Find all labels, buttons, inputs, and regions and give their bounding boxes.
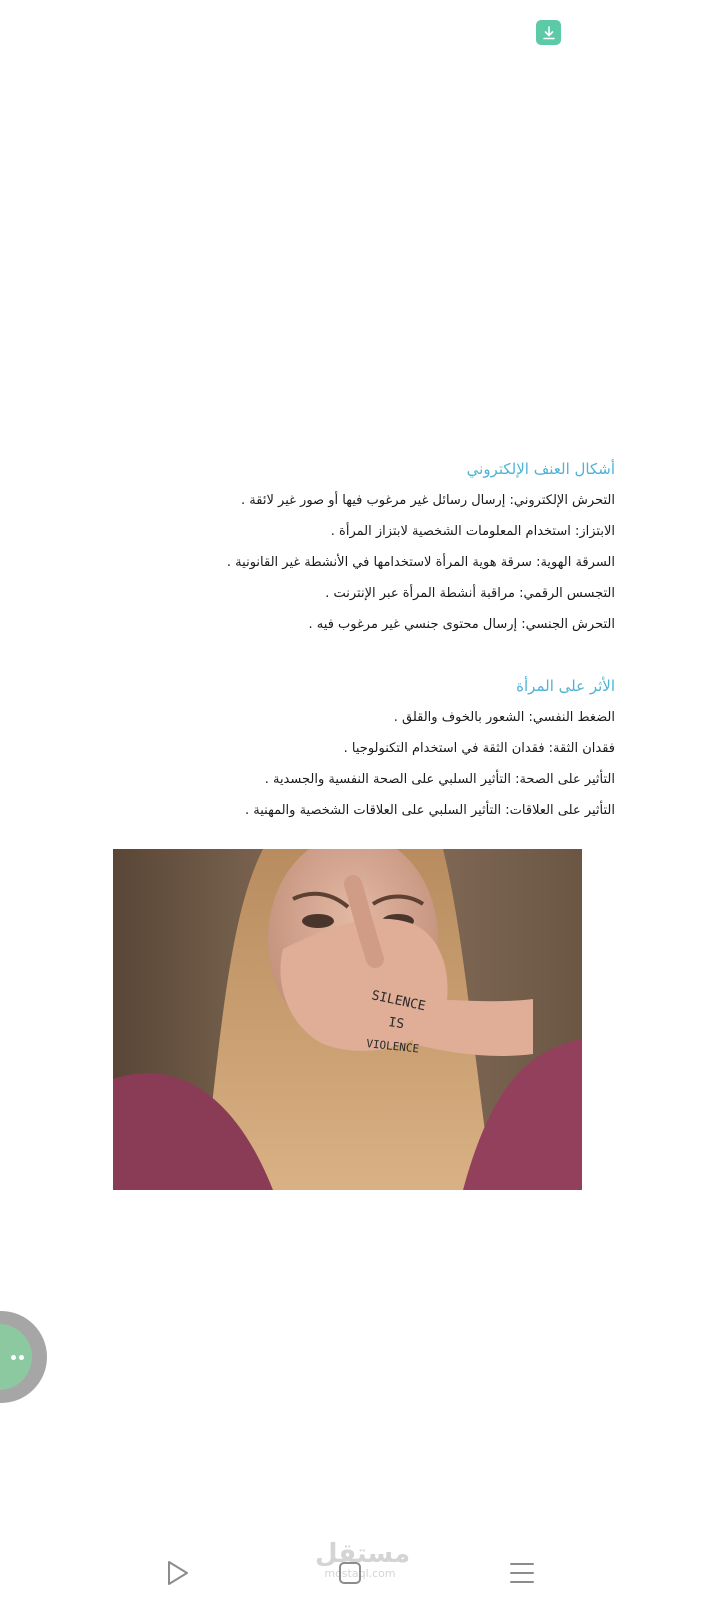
list-item: التأثير على الصحة: التأثير السلبي على الصحة النفسية والجسدية .: [264, 772, 615, 787]
list-item: التجسس الرقمي: مراقبة أنشطة المرأة عبر الإنترنت .: [325, 586, 615, 601]
list-item: التحرش الجنسي: إرسال محتوى جنسي غير مرغوب فيه .: [308, 617, 615, 632]
silence-is-violence-image: [113, 849, 582, 1190]
section-impact-on-women: [110, 671, 615, 826]
chat-icon: [11, 1355, 16, 1360]
list-item: السرقة الهوية: سرقة هوية المرأة لاستخدامها في الأنشطة غير القانونية .: [226, 555, 615, 570]
list-item: التحرش الإلكتروني: إرسال رسائل غير مرغوب فيها أو صور غير لائقة .: [241, 493, 615, 508]
hand-text-violence: VIOLENCE: [365, 1037, 420, 1056]
list-item: الضغط النفسي: الشعور بالخوف والقلق .: [393, 710, 615, 725]
hand-text-silence: SILENCE: [370, 988, 427, 1015]
home-square-icon: [336, 1559, 364, 1587]
watermark-latin: mostaql.com: [324, 1567, 396, 1580]
nav-home-button[interactable]: [333, 1556, 367, 1590]
download-icon: [542, 26, 556, 40]
watermark-arabic: مستقل: [315, 1539, 411, 1569]
recents-menu-icon: [508, 1559, 536, 1587]
nav-recents-button[interactable]: [505, 1556, 539, 1590]
section-online-violence-forms: [110, 454, 615, 640]
hand-text-is: IS: [387, 1015, 406, 1033]
list-item: التأثير على العلاقات: التأثير السلبي على العلاقات الشخصية والمهنية .: [245, 803, 615, 818]
back-triangle-icon: [163, 1559, 191, 1587]
nav-back-button[interactable]: [160, 1556, 194, 1590]
article-photo: [113, 849, 582, 1190]
section-heading: أشكال العنف الإلكتروني: [466, 460, 615, 478]
list-item: الابتزاز: استخدام المعلومات الشخصية لابتزاز المرأة .: [330, 524, 615, 539]
section-heading: الأثر على المرأة: [516, 677, 615, 695]
list-item: فقدان الثقة: فقدان الثقة في استخدام التكنولوجيا .: [343, 741, 615, 756]
download-button[interactable]: [536, 20, 561, 45]
